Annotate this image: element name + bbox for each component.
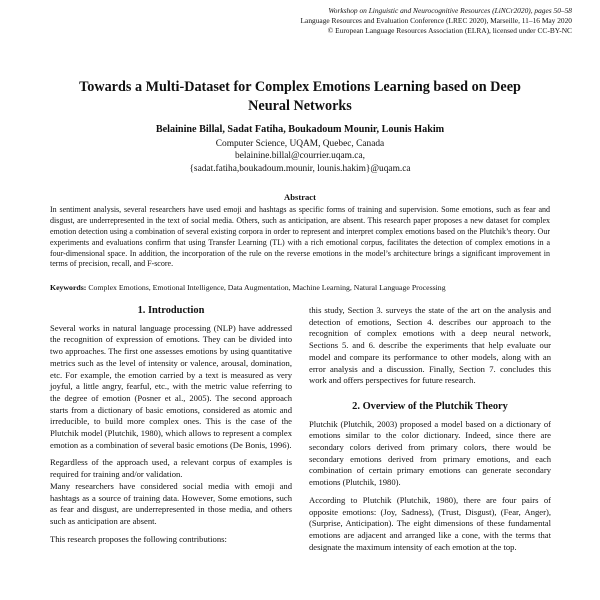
section-1-heading: 1. Introduction: [137, 305, 205, 316]
plutchik-paragraph-1: Plutchik (Plutchik, 2003) proposed a model based on a dictionary of emotions similar to the color dictionary. Indeed, since there are secondary colors derived from primary colors, there would be secondary emotions derived from primary emotions, and each combination of certain primary emotions can generate secondary emotions (Plutchik, 1980).: [309, 418, 551, 488]
abstract-section: [50, 192, 550, 270]
header-workshop-line: Workshop on Linguistic and Neurocognitive Resources (LiNCr2020), pages 50–58: [328, 6, 572, 15]
abstract-heading: Abstract: [284, 192, 316, 202]
header-conference-line: Language Resources and Evaluation Conference (LREC 2020), Marseille, 11–16 May 2020: [300, 16, 572, 26]
keywords-label: Keywords:: [50, 283, 87, 292]
author-names: Belainine Billal, Sadat Fatiha, Boukadoum Mounir, Lounis Hakim: [155, 124, 445, 135]
author-affiliation: Computer Science, UQAM, Quebec, Canada: [215, 138, 385, 149]
author-email-2: {sadat.fatiha,boukadoum.mounir, lounis.hakim}@uqam.ca: [189, 163, 411, 174]
section-2-heading: 2. Overview of the Plutchik Theory: [352, 400, 508, 412]
intro-paragraph-1: Several works in natural language processing (NLP) have addressed the recognition of expression of emotions. They can be divided into two approaches. The first one assesses emotions by using quantitative metrics such as the level of intensity or valence, arousal, domination, etc. For example, the emotion carried by a text is measured as very joyful, a little angry, fearful, etc., with the metric value referring to the degree of emotion (Posner et al., 2005). The second approach starts from a dictionary of basic emotions, considered as atomic and irreducible, to build more complex ones. This is the case of the Plutchik model (Plutchik, 1980), which allows to represent a complex emotion as a combination of several basic emotions (De Bonis, 1996).: [50, 322, 292, 450]
paper-title: Towards a Multi-Dataset for Complex Emotions Learning based on Deep Neural Networks: [79, 79, 521, 114]
intro-paragraph-5: this study, Section 3. surveys the state of the art on the analysis and detection of emotions, Section 4. describes our approach to the recognition of complex emotions with a deep neural network, Sections 5. and 6. describe the experiments that help evaluate our model and compare its performance to other models, along with an error analysis and a discussion. Finally, Section 7. concludes this work and offers perspectives for future research.: [309, 305, 551, 386]
plutchik-paragraph-2: According to Plutchik (Plutchik, 1980), there are four pairs of opposite emotions: (Joy, Sadness), (Trust, Disgust), (Fear, Anger), (Surprise, Anticipation). The eight dimensions of these fundamental emotions are adjacent and arranged like a cone, with the terms that designate the maximum intensity of each emotion at the top.: [309, 494, 551, 552]
header-license-line: © European Language Resources Association (ELRA), licensed under CC-BY-NC: [327, 26, 572, 36]
author-email-1: belainine.billal@courrier.uqam.ca,: [235, 151, 365, 161]
keywords-line: [50, 283, 550, 293]
intro-paragraph-4: This research proposes the following contributions:: [50, 533, 227, 544]
conference-header: [252, 6, 572, 37]
left-column: [50, 305, 292, 551]
keywords-text: Complex Emotions, Emotional Intelligence, Data Augmentation, Machine Learning, Natural Language Processing: [88, 283, 446, 292]
right-column: [309, 305, 551, 559]
intro-paragraph-3: Many researchers have considered social media with emoji and hashtags as a source of training data. However, Some emotions, such as fear and disgust, are underrepresented in those media, and others such as anticipation are absent.: [50, 480, 292, 526]
author-block: [60, 124, 540, 175]
intro-paragraph-2: Regardless of the approach used, a relevant corpus of examples is required for training and/or validation.: [50, 457, 292, 480]
abstract-text: In sentiment analysis, several researchers have used emoji and hashtags as specific forms of training and supervision. Some emotions, such as fear and disgust, are underrepresented in the text of social media. Others, such as anticipation, are absent. This research paper proposes a new dataset for complex emotion detection using a combination of several existing corpora in order to represent and interpret complex emotions based on the Plutchik’s theory. Our experiments and evaluations confirm that using Transfer Learning (TL) with a rich emotional corpus, facilitates the detection of complex emotions in a four-dimensional space. In addition, the incorporation of the rule on the reverse emotions in the model’s architecture brings a significant improvement in terms of precision, recall, and F-score.: [50, 204, 550, 269]
